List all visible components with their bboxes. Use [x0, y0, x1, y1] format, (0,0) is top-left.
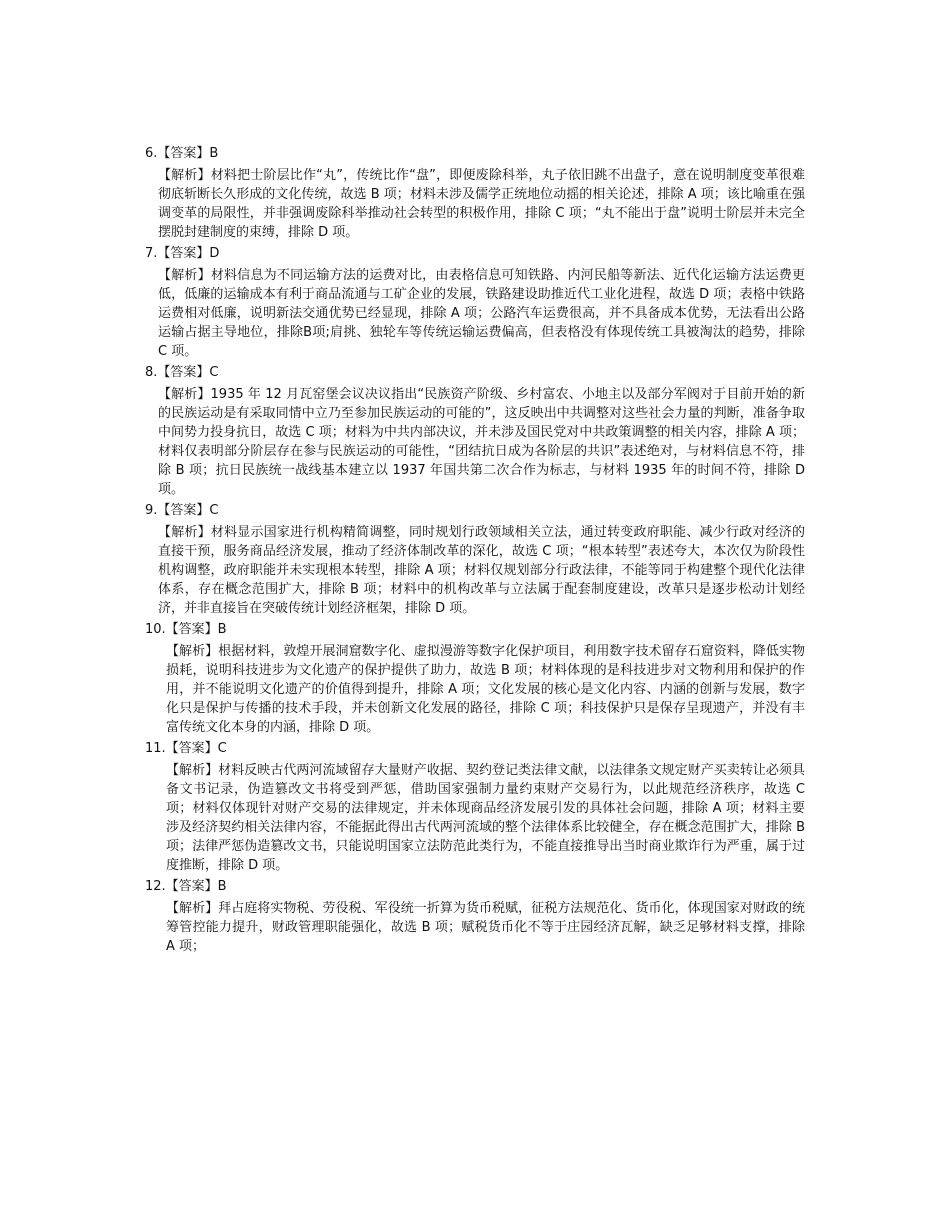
- analysis-paragraph: 【解析】材料反映古代两河流域留存大量财产收据、契约登记类法律文献，以法律条文规定财产买卖转让必须具备文书记录，伪造篡改文书将受到严惩，借助国家强制力量约束财产交易行为，以此规范经济秩序，故选 C 项；材料仅体现针对财产交易的法律规定，并未体现商品经济发展引发的具体社会问题，排除 A 项；材料主要涉及经济契约相关法律内容，不能据此得出古代两河流域的整个法律体系比较健全，存在概念范围扩大，排除 B 项；法律严惩伪造篡改文书，只能说明国家立法防范此类行为，不能直接推导出当时商业欺诈行为严重，属于过度推断，排除 D 项。: [166, 763, 805, 873]
- answer-analysis-list: [145, 144, 805, 958]
- answer-line: 7.【答案】D: [145, 246, 220, 261]
- answer-line: 11.【答案】C: [145, 741, 227, 756]
- analysis-paragraph: 【解析】材料信息为不同运输方法的运费对比，由表格信息可知铁路、内河民船等新法、近代化运输方法运费更低，低廉的运输成本有利于商品流通与工矿企业的发展，铁路建设助推近代工业化进程，故选 D 项；表格中铁路运费相对低廉，说明新法交通优势已经显现，排除 A 项；公路汽车运费很高，并不具备成本优势，无法看出公路运输占据主导地位，排除B项;肩挑、独轮车等传统运输运费偏高，但表格没有体现传统工具被淘汰的趋势，排除 C 项。: [158, 268, 805, 359]
- analysis-paragraph: 【解析】根据材料，敦煌开展洞窟数字化、虚拟漫游等数字化保护项目，利用数字技术留存石窟资料，降低实物损耗，说明科技进步为文化遗产的保护提供了助力，故选 B 项；材料体现的是科技进步对文物利用和保护的作用，并不能说明文化遗产的价值得到提升，排除 A 项；文化发展的核心是文化内容、内涵的创新与发展，数字化只是保护与传播的技术手段，并未创新文化发展的路径，排除 C 项；科技保护只是保存呈现遗产，并没有丰富传统文化本身的内涵，排除 D 项。: [166, 644, 805, 735]
- question-12: [145, 877, 805, 956]
- question-10: [145, 620, 805, 737]
- analysis-paragraph: 【解析】材料把士阶层比作“丸”，传统比作“盘”，即便废除科举，丸子依旧跳不出盘子，意在说明制度变革很难彻底斩断长久形成的文化传统，故选 B 项；材料未涉及儒学正统地位动摇的相关论述，排除 A 项；该比喻重在强调变革的局限性，并非强调废除科举推动社会转型的积极作用，排除 C 项；“丸不能出于盘”说明士阶层并未完全摆脱封建制度的束缚，排除 D 项。: [158, 168, 805, 240]
- question-7: [145, 244, 805, 361]
- answer-line: 9.【答案】C: [145, 503, 219, 518]
- answer-line: 12.【答案】B: [145, 879, 227, 894]
- question-9: [145, 501, 805, 618]
- analysis-paragraph: 【解析】材料显示国家进行机构精简调整，同时规划行政领域相关立法，通过转变政府职能、减少行政对经济的直接干预，服务商品经济发展，推动了经济体制改革的深化，故选 C 项；“根本转型”表述夸大，本次仅为阶段性机构调整，政府职能并未实现根本转型，排除 A 项；材料仅规划部分行政法律，不能等同于构建整个现代化法律体系，存在概念范围扩大，排除 B 项；材料中的机构改革与立法属于配套制度建设，改革只是逐步松动计划经济，并非直接旨在突破传统计划经济框架，排除 D 项。: [158, 525, 805, 616]
- question-6: [145, 144, 805, 242]
- question-11: [145, 739, 805, 875]
- answer-line: 10.【答案】B: [145, 622, 227, 637]
- answer-line: 6.【答案】B: [145, 146, 219, 161]
- answer-line: 8.【答案】C: [145, 365, 219, 380]
- question-8: [145, 363, 805, 499]
- analysis-paragraph: 【解析】拜占庭将实物税、劳役税、军役统一折算为货币税赋，征税方法规范化、货币化，体现国家对财政的统筹管控能力提升，财政管理职能强化，故选 B 项；赋税货币化不等于庄园经济瓦解，缺乏足够材料支撑，排除 A 项；: [166, 901, 805, 954]
- analysis-paragraph: 【解析】1935 年 12 月瓦窑堡会议决议指出“民族资产阶级、乡村富农、小地主以及部分军阀对于目前开始的新的民族运动是有采取同情中立乃至参加民族运动的可能的”，这反映出中共调整对这些社会力量的判断，准备争取中间势力投身抗日，故选 C 项；材料为中共内部决议，并未涉及国民党对中共政策调整的相关内容，排除 A 项；材料仅表明部分阶层存在参与民族运动的可能性，“团结抗日成为各阶层的共识”表述绝对，与材料信息不符，排除 B 项；抗日民族统一战线基本建立以 1937 年国共第二次合作为标志，与材料 1935 年的时间不符，排除 D 项。: [158, 387, 805, 497]
